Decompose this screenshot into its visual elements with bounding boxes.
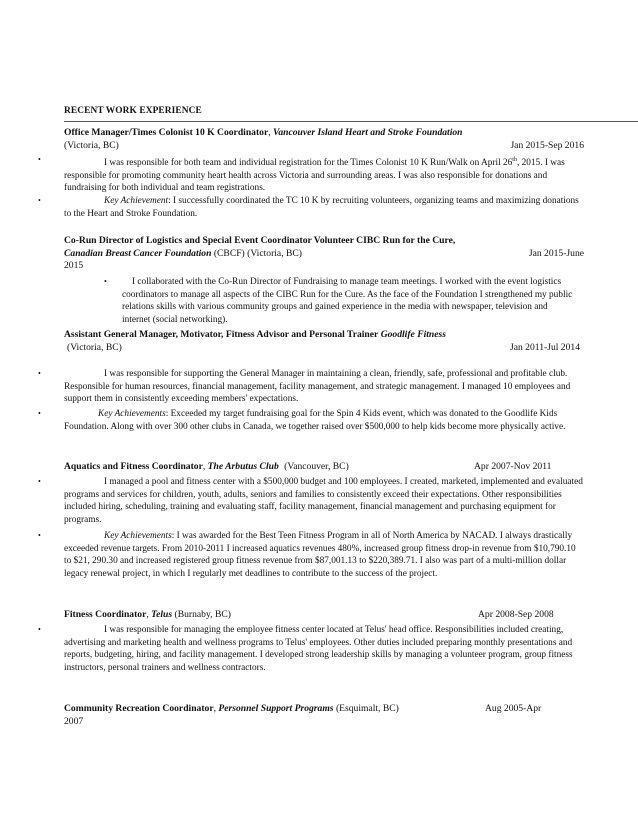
job-description: I managed a pool and fitness center with a $500,000 budget and 100 employees. I created, marketed, implemented and evaluated programs and services for children, youth, adults, seniors and families to consistently exceed their expectations. Other responsibilities included hiring, scheduling, training and evaluating staff, facility management, financial management and purchasing equipment for programs.	[64, 477, 583, 525]
bullet: •	[38, 625, 41, 634]
bullet: •	[104, 277, 107, 286]
job-achievement: Key Achievements: Exceeded my target fundraising goal for the Spin 4 Kids event, which was donated to the Goodlife Kids Foundation. Along with over 300 other clubs in Canada, we together raised over $500,000 to help kids become more physically active.	[64, 409, 566, 432]
job-description: I was responsible for supporting the General Manager in maintaining a clean, friendly, safe, professional and profitable club. Responsible for human resources, financial management, facility management, and strategic management. I managed 10 employees and support them in consistently exceeding members' expectations.	[64, 369, 571, 405]
job-title: Assistant General Manager, Motivator, Fitness Advisor and Personal Trainer	[64, 329, 379, 340]
job-heading: Community Recreation Coordinator, Personnel Support Programs (Esquimalt, BC) Aug 2005-Apr 2007	[64, 703, 580, 728]
job-dates: Jan 2011-Jul 2014	[510, 341, 580, 353]
job-location: (CBCF) (Victoria, BC)	[211, 247, 302, 259]
job-heading: Fitness Coordinator, Telus (Burnaby, BC) Apr 2008-Sep 2008	[64, 609, 554, 620]
job-title: Office Manager/Times Colonist 10 K Coordinator	[64, 127, 269, 138]
bullet: •	[38, 369, 41, 378]
job-org: Canadian Breast Cancer Foundation	[64, 247, 212, 259]
bullet: •	[38, 531, 41, 540]
bullet: •	[38, 196, 41, 205]
job-location: (Vancouver, BC)	[284, 461, 349, 472]
job-heading	[64, 329, 580, 354]
job-dates: Apr 2008-Sep 2008	[478, 609, 554, 620]
job-location: (Esquimalt, BC)	[335, 703, 399, 714]
job-dates-cont: 2015	[64, 260, 84, 272]
job-location: (Burnaby, BC)	[174, 609, 231, 620]
bullet: •	[38, 155, 41, 164]
job-location: (Victoria, BC)	[67, 341, 122, 353]
job-title: Co-Run Director of Logistics and Special Event Coordinator Volunteer CIBC Run for the Cure,	[64, 235, 456, 246]
section-title: RECENT WORK EXPERIENCE	[64, 106, 202, 116]
job-heading	[64, 235, 584, 273]
job-dates: Jan 2015-Sep 2016	[510, 139, 584, 151]
job-description: I collaborated with the Co-Run Director of Fundraising to manage team meetings. I worked with the event logistics coordinators to manage all aspects of the CIBC Run for the Cure. As the face of the Foundation I strengthened my public relations skills with various community groups and gained experience in the media with newspaper, television and internet (social networking).	[122, 277, 573, 325]
job-title: Aquatics and Fitness Coordinator	[64, 461, 203, 472]
job-heading: Aquatics and Fitness Coordinator, The Arbutus Club (Vancouver, BC) Apr 2007-Nov 2011	[64, 461, 552, 472]
job-description: I was responsible for managing the employee fitness center located at Telus' head office. Responsibilities included creating, advertising and marketing health and wellness programs to Telus' employees. Other duties included preparing monthly presentations and reports, budgeting, hiring, and facility management. I developed strong leadership skills by managing a volunteer program, group fitness instructors, personal trainers and wellness contractors.	[64, 625, 573, 673]
job-org: Personnel Support Programs	[218, 703, 334, 714]
job-achievement: Key Achievement: I successfully coordinated the TC 10 K by recruiting volunteers, organizing teams and maximizing donations to the Heart and Stroke Foundation.	[64, 196, 579, 219]
bullet: •	[38, 409, 41, 418]
job-heading: Office Manager/Times Colonist 10 K Coordinator, Vancouver Island Heart and Stroke Foundation (Victoria, BC) Jan 2015-Sep 2016	[64, 127, 584, 151]
section-divider	[64, 121, 638, 122]
job-location: (Victoria, BC)	[64, 139, 119, 151]
job-org: The Arbutus Club	[207, 461, 279, 472]
job-dates-cont: 2007	[64, 715, 84, 727]
job-org: Goodlife Fitness	[380, 329, 446, 340]
job-org: Vancouver Island Heart and Stroke Foundation	[273, 127, 463, 138]
job-description: I was responsible for both team and individual registration for the Times Colonist 10 K Run/Walk on April 26th, 2015. I was responsible for promoting community heart health across Victoria and surrounding areas. I was also responsible for donations and fundraising for both individual and team registrations.	[64, 157, 565, 194]
job-org: Telus	[151, 609, 173, 620]
bullet: •	[38, 477, 41, 486]
job-title: Fitness Coordinator	[64, 609, 147, 620]
job-dates: Aug 2005-Apr	[485, 703, 542, 714]
job-title: Community Recreation Coordinator	[64, 703, 214, 714]
job-dates: Jan 2015-June	[528, 247, 584, 259]
job-achievement: Key Achievements: I was awarded for the Best Teen Fitness Program in all of North America by NACAD. I always drastically exceeded revenue targets. From 2010-2011 I increased aquatics revenues 480%, increased group fitness drop-in revenue from $10,790.10 to $21, 290.30 and increased registered group fitness revenue from $87,001.13 to $220,389.71. I also was part of a multi-million dollar legacy renewal project, in which I regularly met deadlines to contribute to the success of the project.	[64, 531, 576, 579]
job-dates: Apr 2007-Nov 2011	[474, 461, 552, 472]
